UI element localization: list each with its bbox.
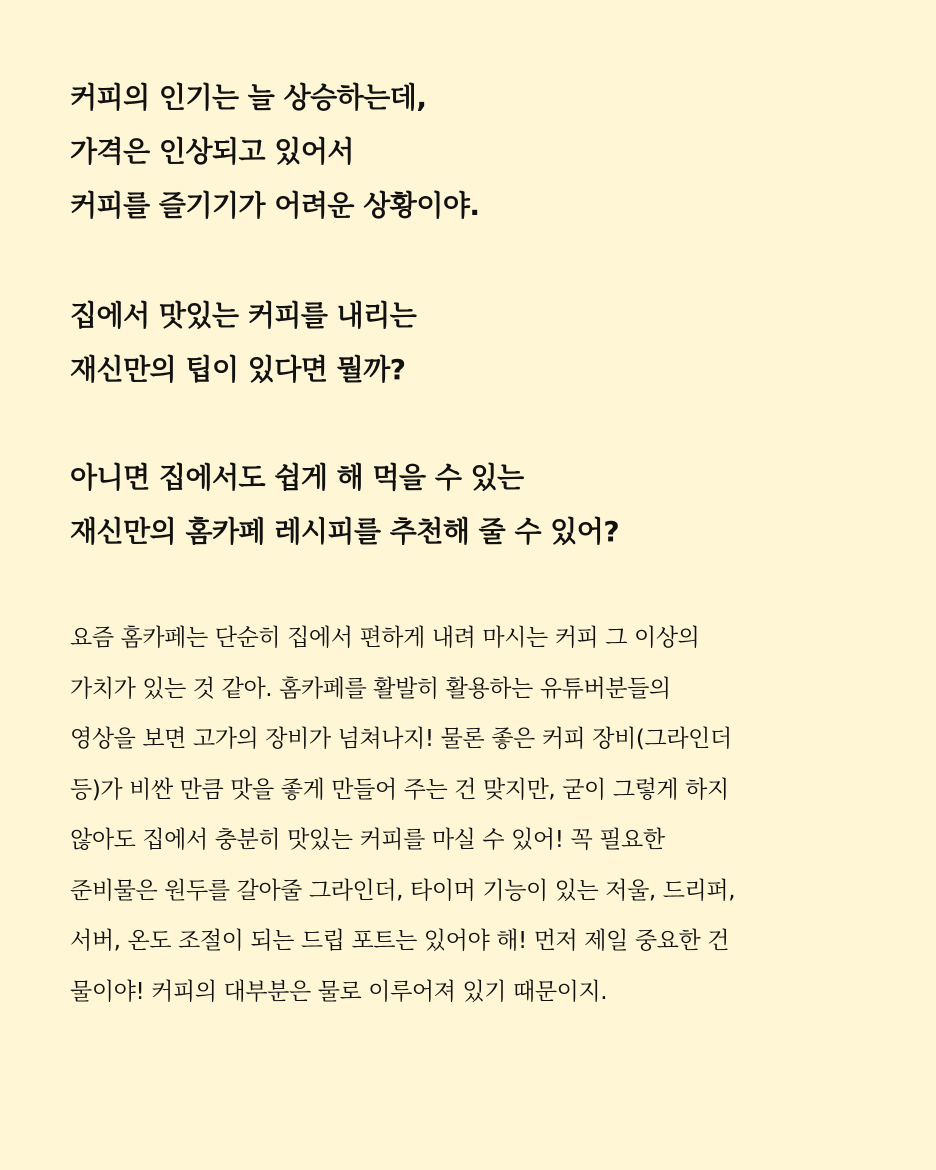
answer-paragraph xyxy=(70,613,735,1017)
answer-line: 않아도 집에서 충분히 맛있는 커피를 마실 수 있어! 꼭 필요한 xyxy=(70,827,665,853)
answer-line: 등)가 비싼 만큼 맛을 좋게 만들어 주는 건 맞지만, 굳이 그렇게 하지 xyxy=(70,776,729,803)
answer-line: 물이야! 커피의 대부분은 물로 이루어져 있기 때문이지. xyxy=(70,978,608,1005)
question-line: 집에서 맛있는 커피를 내리는 xyxy=(70,299,417,332)
answer-line: 영상을 보면 고가의 장비가 넘쳐나지! 물론 좋은 커피 장비(그라인더 xyxy=(70,726,732,752)
question-line: 커피의 인기는 늘 상승하는데, xyxy=(70,81,427,114)
question-paragraph-2 xyxy=(70,289,416,397)
question-line: 재신만의 홈카페 레시피를 추천해 줄 수 있어? xyxy=(70,515,620,548)
question-line: 아니면 집에서도 쉽게 해 먹을 수 있는 xyxy=(70,461,524,494)
question-line: 재신만의 팁이 있다면 뭘까? xyxy=(70,353,406,386)
answer-line: 서버, 온도 조절이 되는 드립 포트는 있어야 해! 먼저 제일 중요한 건 xyxy=(70,928,730,954)
question-line: 커피를 즐기기가 어려운 상황이야. xyxy=(70,189,480,222)
answer-line: 준비물은 원두를 갈아줄 그라인더, 타이머 기능이 있는 저울, 드리퍼, xyxy=(70,877,736,904)
question-paragraph-1 xyxy=(70,71,480,233)
question-paragraph-3 xyxy=(70,451,619,559)
question-line: 가격은 인상되고 있어서 xyxy=(70,135,354,168)
answer-line: 가치가 있는 것 같아. 홈카페를 활발히 활용하는 유튜버분들의 xyxy=(70,675,671,702)
answer-line: 요즘 홈카페는 단순히 집에서 편하게 내려 마시는 커피 그 이상의 xyxy=(70,625,700,651)
